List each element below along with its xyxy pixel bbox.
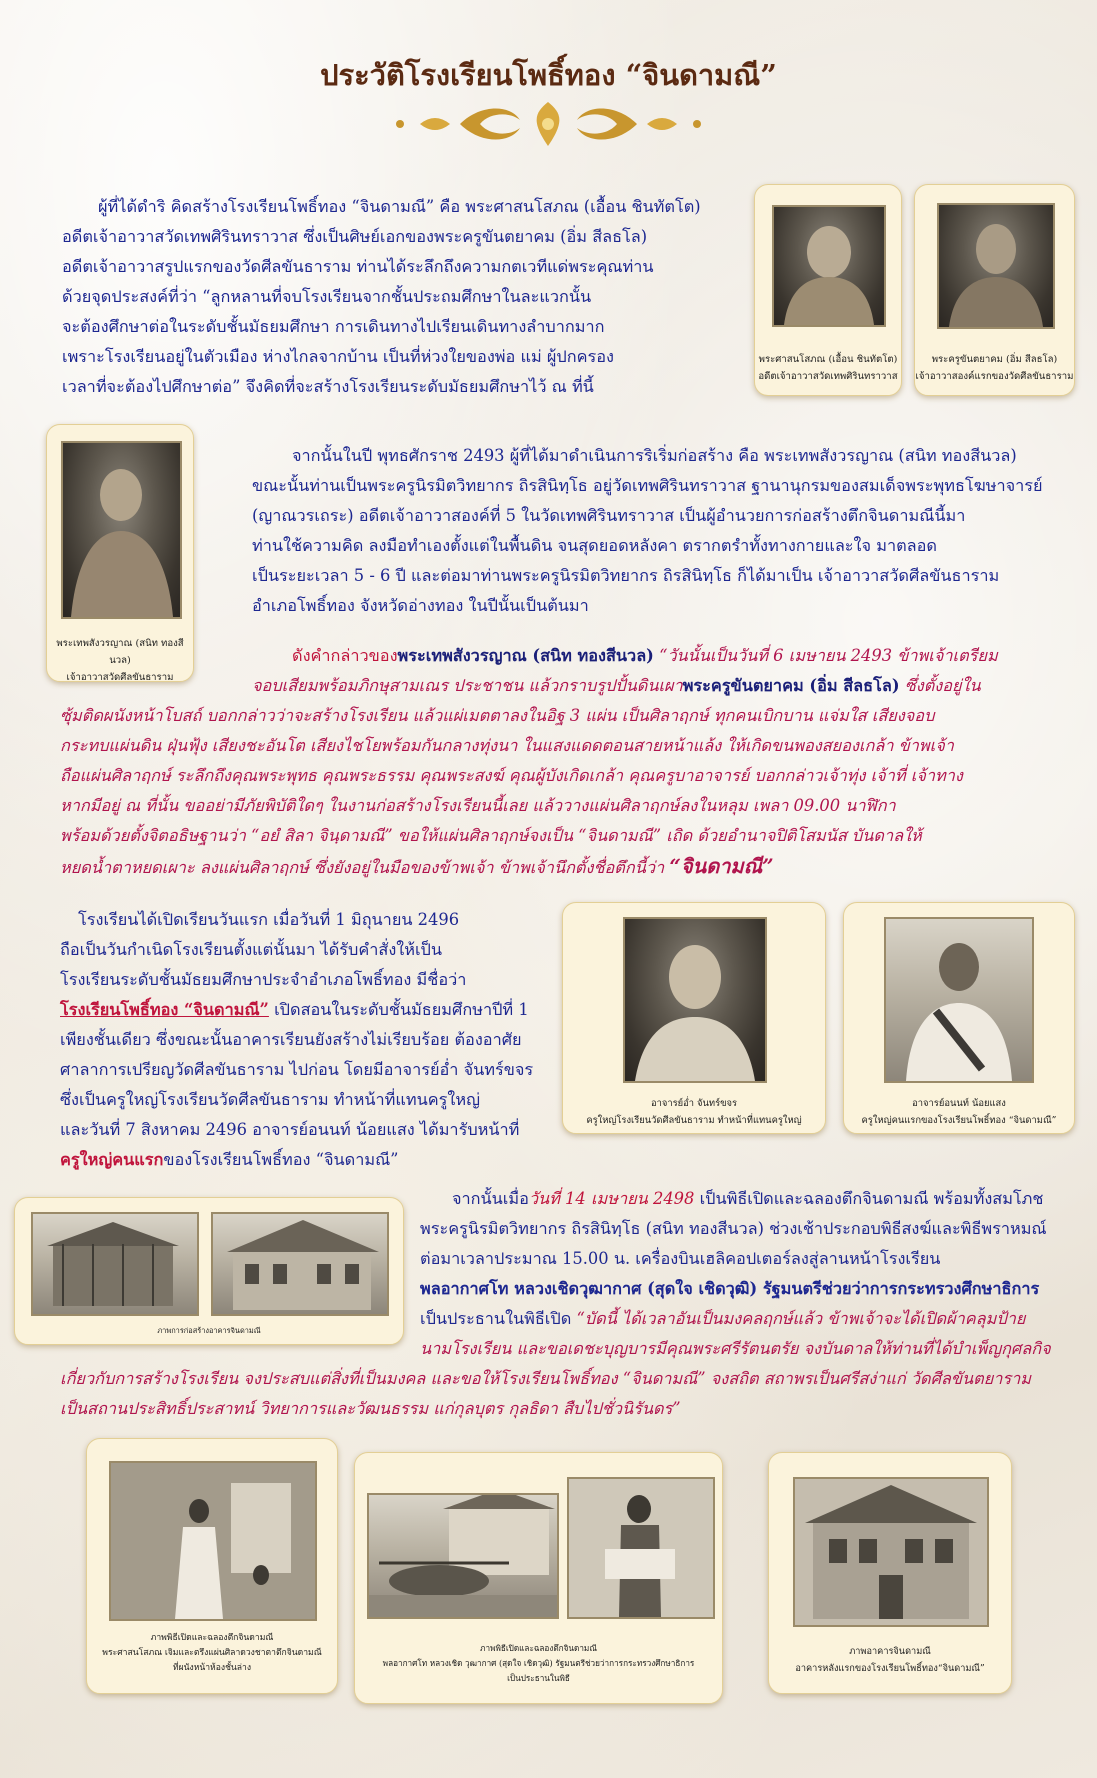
text-line: ศาลาการเปรียญวัดศีลขันธาราม ไปก่อน โดยมีอาจารย์อ่ำ จันทร์ขจร [60,1060,534,1079]
building-photo [211,1212,389,1316]
text-line: เกี่ยวกับการสร้างโรงเรียน จงประสบแต่สิ่งที่เป็นมงคล และขอให้โรงเรียนโพธิ์ทอง “จินดามณี” จงสถิต สถาพรเป็นศรีสง่าแก่ วัดศีลขันตยาราม [60,1369,1032,1388]
building-photo [793,1477,989,1627]
section2-text [252,441,1067,621]
text-line: นามโรงเรียน และขอเดชะบุญบารมีคุณพระศรีรัตนตรัย จงบันดาลให้ท่านที่ได้บำเพ็ญกุศลกิจ [420,1339,1051,1358]
text-line: หยดน้ำตาหยดเผาะ ลงแผ่นศิลาฤกษ์ ซึ่งยังอยู่ในมือของข้าพเจ้า ข้าพเจ้านึกตั้งชื่อตึกนี้ว่า “จินดามณี” [60,854,774,878]
text-line: และวันที่ 7 สิงหาคม 2496 อาจารย์อนนท์ น้อยแสง ได้มารับหน้าที่ [60,1120,520,1139]
text-line: ซุ้มติดผนังหน้าโบสถ์ บอกกล่าวว่าจะสร้างโรงเรียน แล้วแผ่เมตตาลงในอิฐ 3 แผ่น เป็นศิลาฤกษ์ ทุกคนเบิกบาน แจ่มใส เสียงจอบ [60,706,935,725]
text-line: ถือเป็นวันกำเนิดโรงเรียนตั้งแต่นั้นมา ได้รับคำสั่งให้เป็น [60,940,442,959]
text-line: พระครูนิรมิตวิทยากร ถิรสินิทฺโธ (สนิท ทองสีนวล) ช่วงเช้าประกอบพิธีสงฆ์และพิธีพราหมณ์ [420,1219,1047,1238]
photo-card-phra-sasanasophon: พระศาสนโสภณ (เอื้อน ชินทัตโต) อดีตเจ้าอาวาสวัดเทพศิรินทราวาส [754,184,902,396]
section1-text [62,192,730,402]
photo-card-phra-thepsangwonyan: พระเทพสังวรญาณ (สนิท ทองสีนวล) เจ้าอาวาสวัดศีลขันธาราม [46,424,194,682]
photo-card-construction: ภาพการก่อสร้างอาคารจินดามณี [14,1197,404,1345]
helicopter-photo [367,1493,559,1619]
text-line: กระทบแผ่นดิน ฝุ่นฟุ้ง เสียงชะอันโต เสียงไชโยพร้อมกันกลางทุ่งนา ในแสงแดดตอนสายหน้าแล้ง ให้เกิดขนพองสยองเกล้า ข้าพเจ้า [60,736,954,755]
text-line: อดีตเจ้าอาวาสวัดเทพศิรินทราวาส ซึ่งเป็นศิษย์เอกของพระครูขันตยาคม (อิ่ม สีลธโล) [62,227,648,246]
text-line: ผู้ที่ได้ดำริ คิดสร้างโรงเรียนโพธิ์ทอง “จินดามณี” คือ พระศาสนโสภณ (เอื้อน ชินทัตโต) [98,197,701,216]
photo-card-opening-ceremony: ภาพพิธีเปิดและฉลองตึกจินดามณี พระศาสนโสภณ เจิมและตรึงแผ่นศิลาดวงชาตาตึกจินดามณี ที่ผนังหน้าห้องชั้นล่าง [86,1438,338,1694]
text-line: โรงเรียนโพธิ์ทอง “จินดามณี” เปิดสอนในระดับชั้นมัธยมศึกษาปีที่ 1 [60,1000,529,1019]
section3-quote [60,701,1067,883]
portrait-photo [884,917,1034,1083]
text-line: เพียงชั้นเดียว ซึ่งขณะนั้นอาคารเรียนยังสร้างไม่เรียบร้อย ต้องอาศัย [60,1030,522,1049]
text-line: อำเภอโพธิ์ทอง จังหวัดอ่างทอง ในปีนั้นเป็นต้นมา [252,596,589,615]
text-line: ด้วยจุดประสงค์ที่ว่า “ลูกหลานที่จบโรงเรียนจากชั้นประถมศึกษาในละแวกนั้น [62,287,592,306]
text-line: โรงเรียนได้เปิดเรียนวันแรก เมื่อวันที่ 1 มิถุนายน 2496 [78,910,460,929]
officer-photo [567,1477,715,1619]
text-line: ครูใหญ่คนแรกของโรงเรียนโพธิ์ทอง “จินดามณี” [60,1150,399,1169]
text-line: เวลาที่จะต้องไปศึกษาต่อ” จึงคิดที่จะสร้างโรงเรียนระดับมัธยมศึกษาไว้ ณ ที่นี้ [62,377,594,396]
text-line: (ญาณวรเถระ) อดีตเจ้าอาวาสองค์ที่ 5 ในวัดเทพศิรินทราวาส เป็นผู้อำนวยการก่อสร้างตึกจินดามณีนี้มา [252,506,966,525]
portrait-photo [623,917,767,1083]
text-line: ต่อมาเวลาประมาณ 15.00 น. เครื่องบินเฮลิคอปเตอร์ลงสู่ลานหน้าโรงเรียน [420,1249,941,1268]
text-line: ดังคำกล่าวของพระเทพสังวรญาณ (สนิท ทองสีนวล) “วันนั้นเป็นวันที่ 6 เมษายน 2493 ข้าพเจ้าเตรียม [292,646,998,665]
text-line: จะต้องศึกษาต่อในระดับชั้นมัธยมศึกษา การเดินทางไปเรียนเดินทางลำบากมาก [62,317,605,336]
section3-text [252,641,1067,701]
section5-quote [60,1334,1068,1424]
text-line: จากนั้นในปี พุทธศักราช 2493 ผู้ที่ได้มาดำเนินการริเริ่มก่อสร้าง คือ พระเทพสังวรญาณ (สนิท ทองสีนวล) [292,446,1017,465]
construction-photo [31,1212,199,1316]
portrait-photo [61,441,182,619]
portrait-photo [772,205,886,327]
text-line: โรงเรียนระดับชั้นมัธยมศึกษาประจำอำเภอโพธิ์ทอง มีชื่อว่า [60,970,467,989]
text-line: เป็นสถานประสิทธิ์ประสาทน์ วิทยาการและวัฒนธรรม แก่กุลบุตร กุลธิดา สืบไปชั่วนิรันดร” [60,1399,681,1418]
section4-text [60,905,538,1175]
text-line: ขณะนั้นท่านเป็นพระครูนิรมิตวิทยากร ถิรสินิทฺโธ อยู่วัดเทพศิรินทราวาส ฐานานุกรมของสมเด็จพระพุทธโฆษาจารย์ [252,476,1043,495]
page-title: ประวัติโรงเรียนโพธิ์ทอง “จินดามณี” [320,58,777,92]
photo-card-ajarn-am: อาจารย์อ่ำ จันทร์ขจร ครูใหญ่โรงเรียนวัดศีลขันธาราม ทำหน้าที่แทนครูใหญ่ [562,902,826,1134]
text-line: อดีตเจ้าอาวาสรูปแรกของวัดศีลขันธาราม ท่านได้ระลึกถึงความกตเวทีแด่พระคุณท่าน [62,257,654,276]
text-line: เป็นระยะเวลา 5 - 6 ปี และต่อมาท่านพระครูนิรมิตวิทยากร ถิรสินิทฺโธ ก็ได้มาเป็น เจ้าอาวาสวัดศีลขันธาราม [252,566,1000,585]
text-line: ถือแผ่นศิลาฤกษ์ ระลึกถึงคุณพระพุทธ คุณพระธรรม คุณพระสงฆ์ คุณผู้บังเกิดเกล้า คุณครูบาอาจารย์ บอกกล่าวเจ้าทุ่ง เจ้าที่ เจ้าทาง [60,766,963,785]
text-line: พร้อมด้วยตั้งจิตอธิษฐานว่า “อยํ สิลา จินฺดามณี” ขอให้แผ่นศิลาฤกษ์จงเป็น “จินดามณี” เถิด ด้วยอำนาจปิติโสมนัส บันดาลให้ [60,826,922,845]
gold-ornament-divider [360,98,737,150]
photo-card-helicopter-arrival: ภาพพิธีเปิดและฉลองตึกจินดามณี พลอากาศโท หลวงเชิด วุฒากาศ (สุดใจ เชิดวุฒิ) รัฐมนตรีช่วยว่าการกระทรวงศึกษาธิการ เป็นประธานในพิธี [354,1452,723,1704]
text-line: จอบเสียมพร้อมภิกษุสามเณร ประชาชน แล้วกราบรูปปั้นดินเผาพระครูขันตยาคม (อิ่ม สีลธโล) ซึ่งตั้งอยู่ใน [252,676,981,695]
text-line: ซึ่งเป็นครูใหญ่โรงเรียนวัดศีลขันธาราม ทำหน้าที่แทนครูใหญ่ [60,1090,480,1109]
text-line: จากนั้นเมื่อวันที่ 14 เมษายน 2498 เป็นพิธีเปิดและฉลองตึกจินดามณี พร้อมทั้งสมโภช [452,1189,1044,1208]
text-line: ท่านใช้ความคิด ลงมือทำเองตั้งแต่ในพื้นดิน จนสุดยอดหลังคา ตรากตรำทั้งทางกายและใจ มาตลอด [252,536,937,555]
photo-card-phrakhru-khantayakhom: พระครูขันตยาคม (อิ่ม สีลธโล) เจ้าอาวาสองค์แรกของวัดศีลขันธาราม [914,184,1075,396]
photo-card-chindamanee-building: ภาพอาคารจินดามณี อาคารหลังแรกของโรงเรียนโพธิ์ทอง“จินดามณี” [768,1452,1012,1694]
photo-card-ajarn-anon: อาจารย์อนนท์ น้อยแสง ครูใหญ่คนแรกของโรงเรียนโพธิ์ทอง “จินดามณี” [843,902,1075,1134]
text-line: หากมีอยู่ ณ ที่นั้น ขออย่ามีภัยพิบัติใดๆ ในงานก่อสร้างโรงเรียนนี้เลย แล้ววางแผ่นศิลาฤกษ์ลงในหลุม เพลา 09.00 นาฬิกา [60,796,896,815]
portrait-photo [937,203,1055,329]
text-line: เป็นประธานในพิธีเปิด “บัดนี้ ได้เวลาอันเป็นมงคลฤกษ์แล้ว ข้าพเจ้าจะได้เปิดผ้าคลุมป้าย [420,1309,1026,1328]
ceremony-photo [109,1461,317,1621]
section5-text [420,1184,1068,1334]
text-line: เพราะโรงเรียนอยู่ในตัวเมือง ห่างไกลจากบ้าน เป็นที่ห่วงใยของพ่อ แม่ ผู้ปกครอง [62,347,614,366]
text-line: พลอากาศโท หลวงเชิดวุฒากาศ (สุดใจ เชิดวุฒิ) รัฐมนตรีช่วยว่าการกระทรวงศึกษาธิการ [420,1279,1040,1298]
